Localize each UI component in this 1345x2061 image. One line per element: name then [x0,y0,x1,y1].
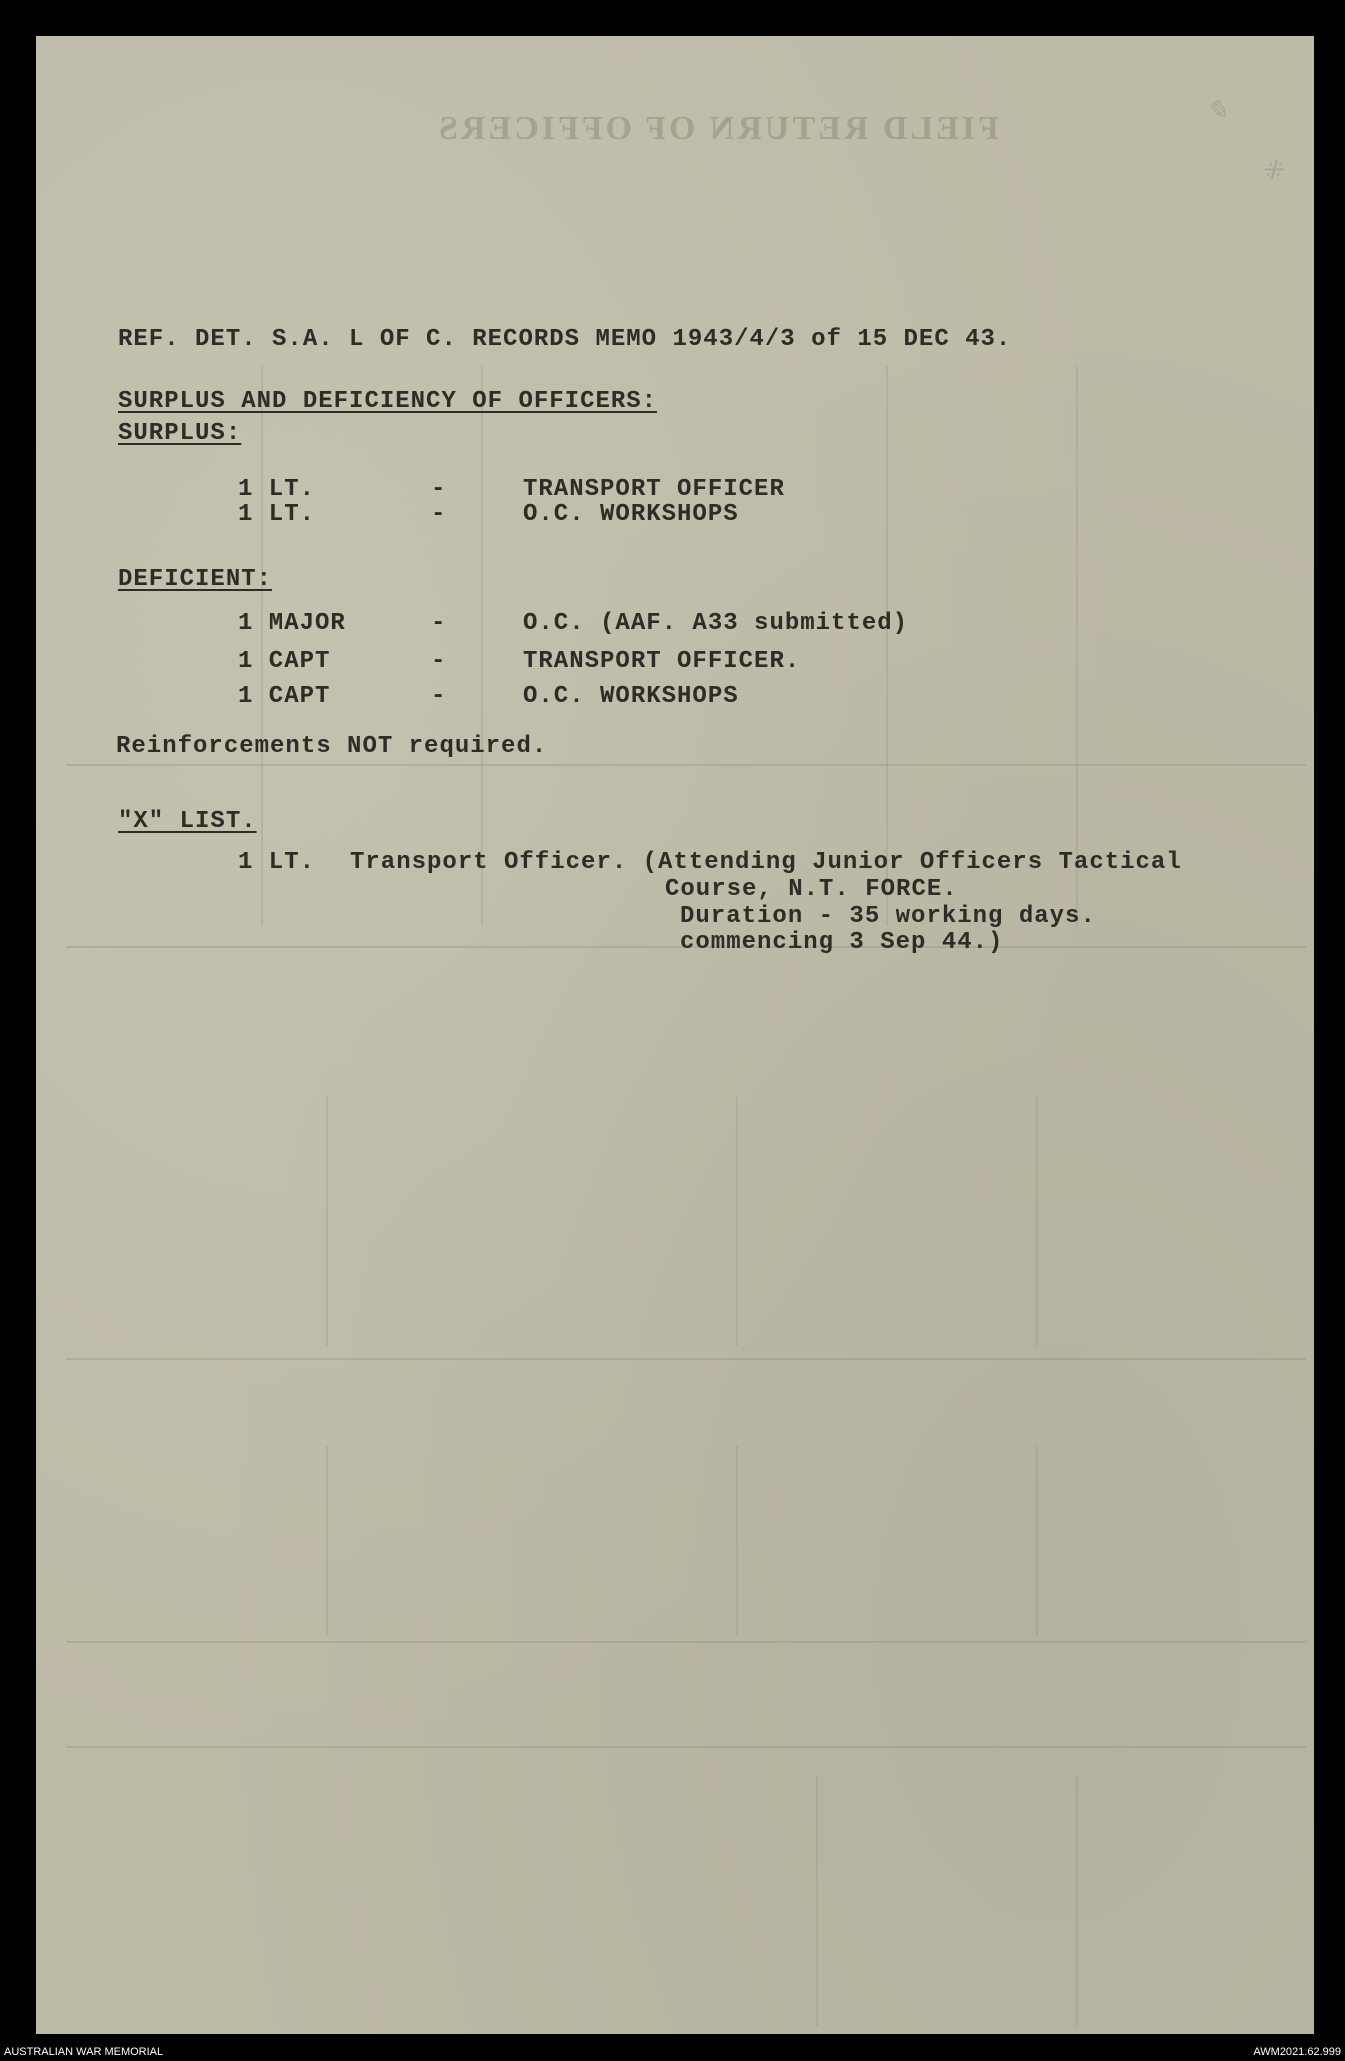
x-list-rank: 1 LT. [238,849,316,876]
section-heading: SURPLUS AND DEFICIENCY OF OFFICERS: [118,388,658,415]
deficient-role: O.C. (AAF. A33 submitted) [523,610,909,637]
document-page [36,36,1314,2034]
show-through-column [886,366,888,926]
show-through-title: FIELD RETURN OF OFFICERS [436,110,999,147]
surplus-role: TRANSPORT OFFICER [523,476,785,503]
reference-line: REF. DET. S.A. L OF C. RECORDS MEMO 1943/4/3 of 15 DEC 43. [118,326,1012,353]
surplus-dash: - [431,501,447,528]
deficient-dash: - [431,683,447,710]
show-through-column [1076,1776,1078,2026]
reinforcements-note: Reinforcements NOT required. [116,733,548,760]
pen-mark: ✎ [1206,96,1228,126]
x-list-entry-line: Course, N.T. FORCE. [665,876,958,903]
show-through-column [1036,1446,1038,1636]
surplus-label: SURPLUS: [118,420,242,447]
show-through-column [261,366,263,926]
show-through-rule [66,764,1306,766]
deficient-role: TRANSPORT OFFICER. [523,648,801,675]
archive-footer [0,2041,1345,2061]
surplus-rank: 1 LT. [238,501,316,528]
show-through-column [1036,1096,1038,1346]
pen-mark: ⁜ [1261,156,1283,186]
surplus-role: O.C. WORKSHOPS [523,501,739,528]
archive-reference: AWM2021.62.999 [1253,2046,1341,2058]
x-list-entry-line: commencing 3 Sep 44.) [680,929,1004,956]
surplus-rank: 1 LT. [238,476,316,503]
deficient-dash: - [431,648,447,675]
show-through-rule [66,1746,1306,1748]
x-list-heading: "X" LIST. [118,808,257,835]
show-through-column [326,1096,328,1346]
archive-name: AUSTRALIAN WAR MEMORIAL [4,2046,164,2058]
deficient-dash: - [431,610,447,637]
deficient-label: DEFICIENT: [118,566,273,593]
deficient-rank: 1 MAJOR [238,610,346,637]
show-through-rule [66,1358,1306,1360]
show-through-column [736,1096,738,1346]
x-list-entry-line: Duration - 35 working days. [680,903,1096,930]
deficient-rank: 1 CAPT [238,648,331,675]
show-through-column [326,1446,328,1636]
x-list-entry-line: Transport Officer. (Attending Junior Officers Tactical [350,849,1182,876]
show-through-rule [66,1641,1306,1643]
show-through-column [816,1776,818,2026]
surplus-dash: - [431,476,447,503]
deficient-rank: 1 CAPT [238,683,331,710]
deficient-role: O.C. WORKSHOPS [523,683,739,710]
show-through-column [736,1446,738,1636]
show-through-column [481,366,483,926]
show-through-column [1076,366,1078,926]
